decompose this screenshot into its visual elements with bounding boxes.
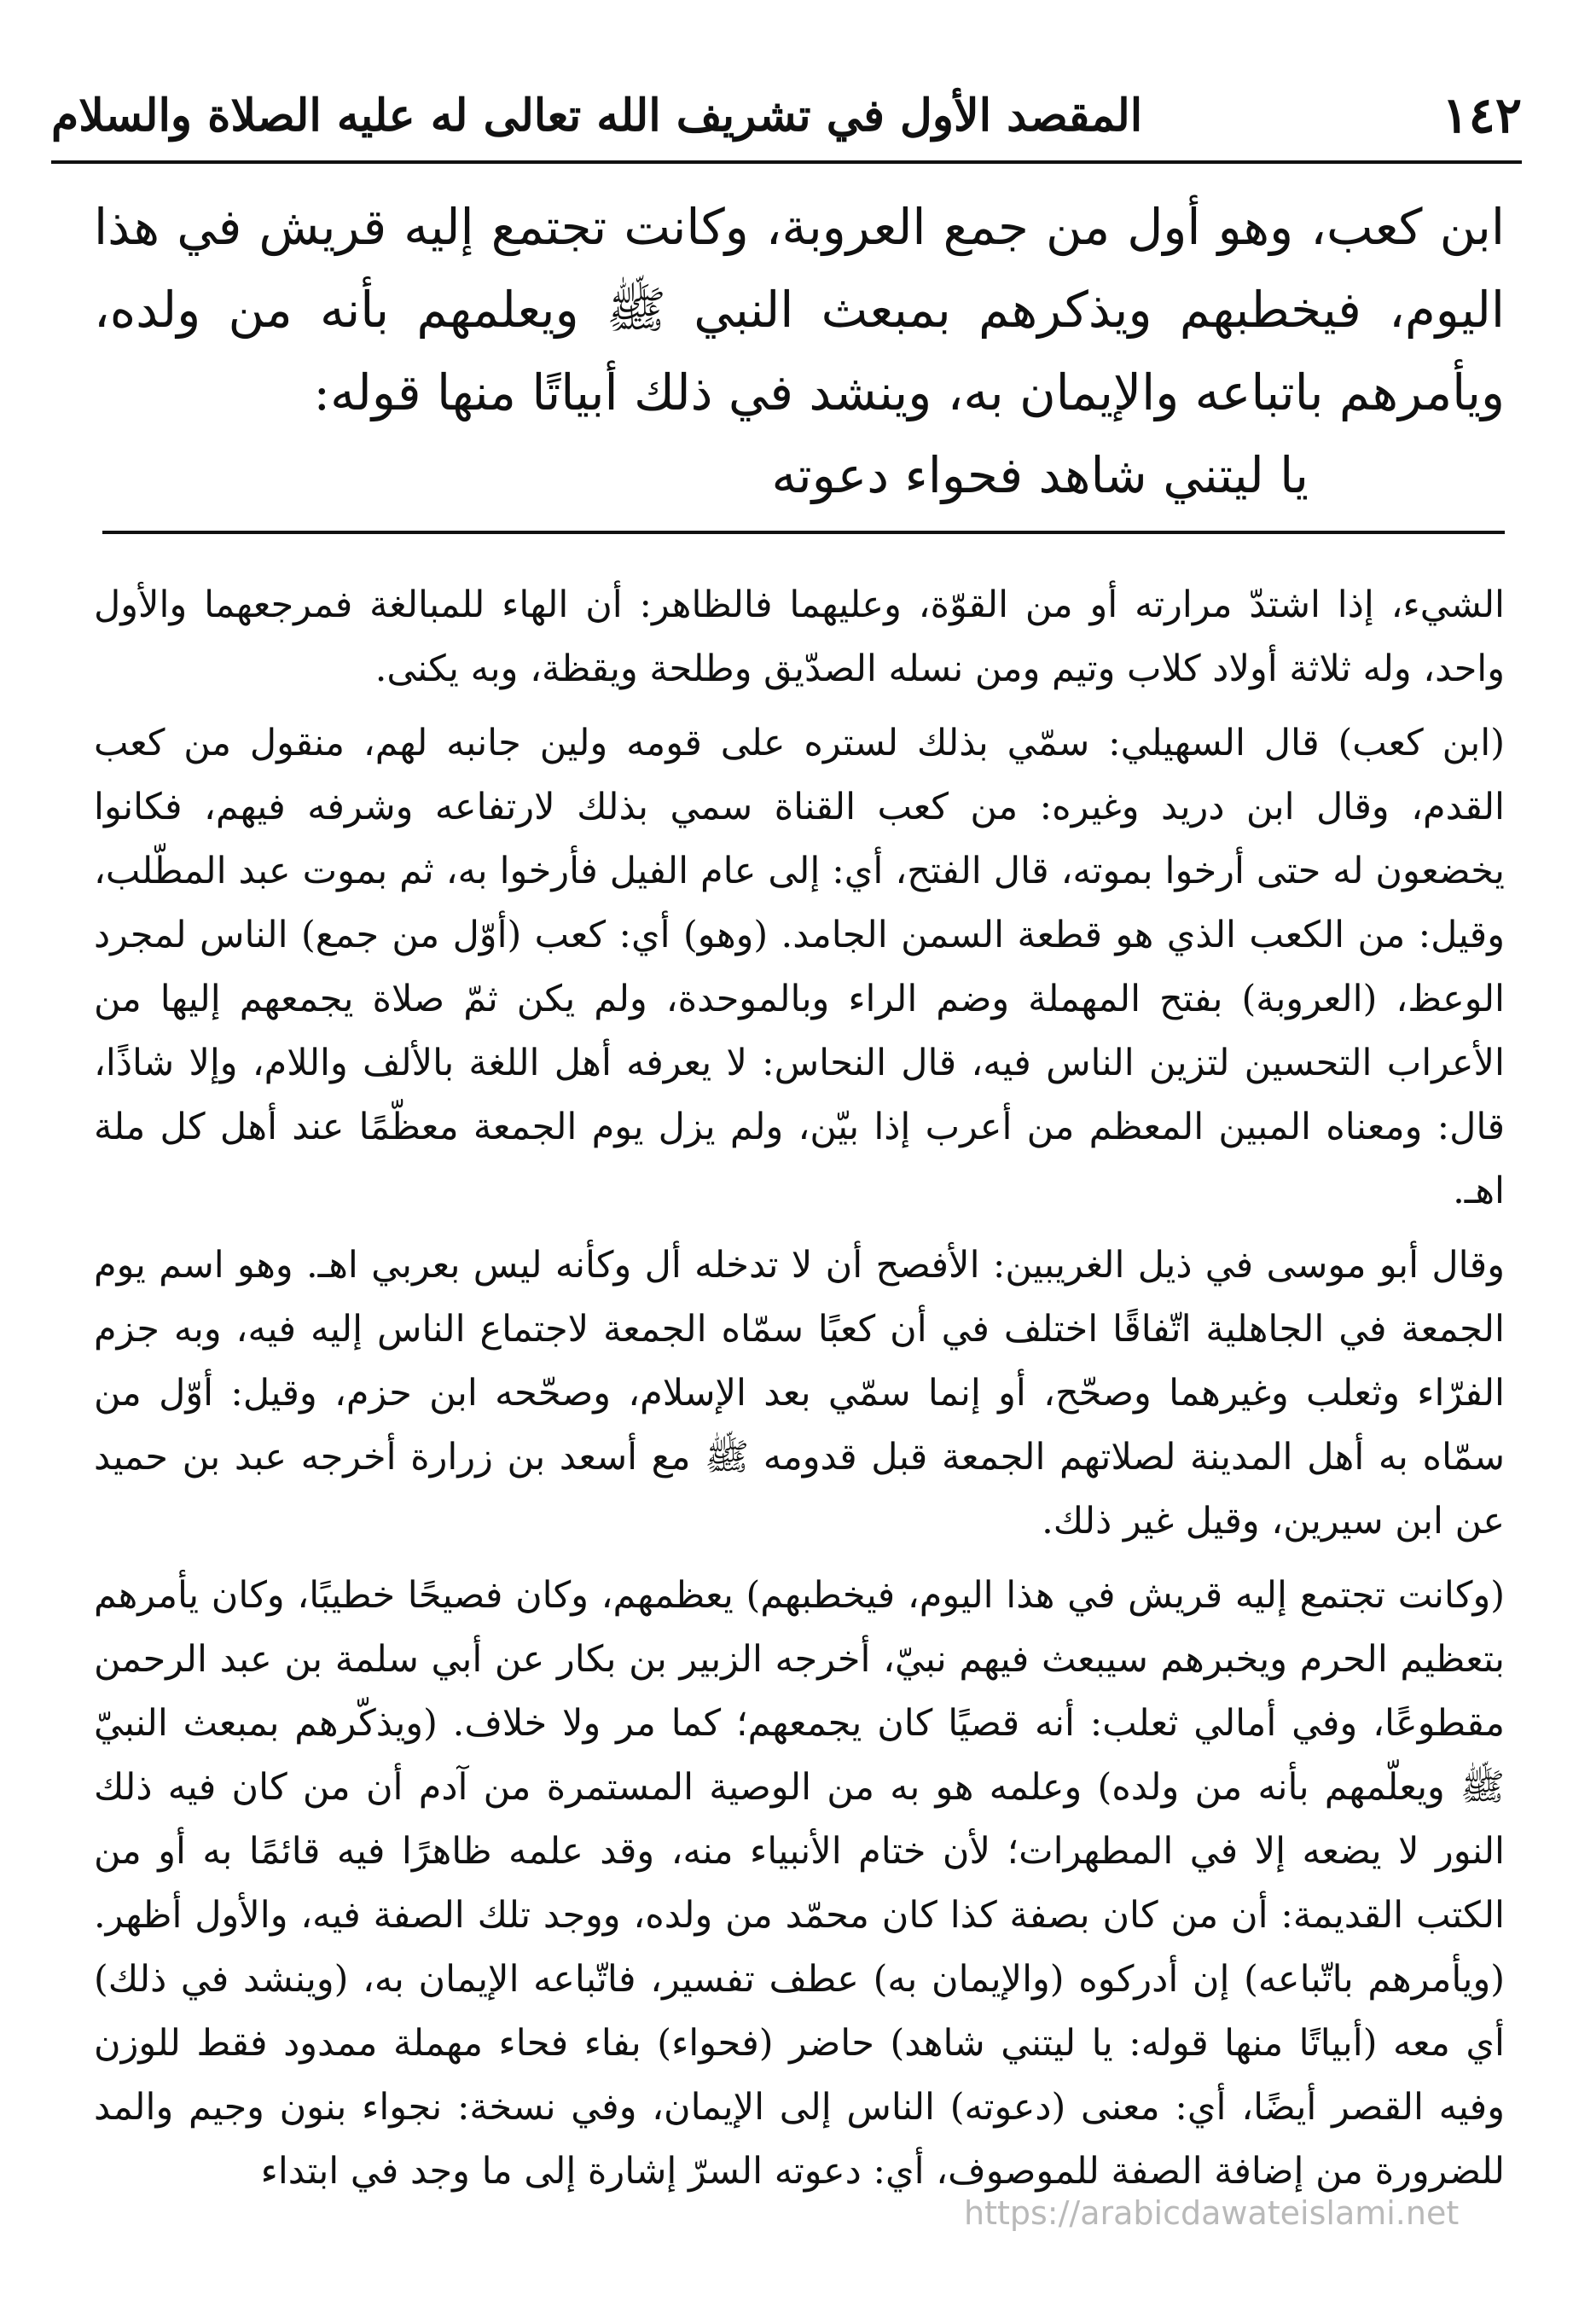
header-divider [51, 160, 1522, 164]
page-header [51, 81, 1522, 149]
section-divider [102, 531, 1505, 534]
page-number: ١٤٢ [1442, 86, 1522, 144]
commentary-paragraph: وقال أبو موسى في ذيل الغريبين: الأفصح أن لا تدخله أل وكأنه ليس بعربي اهـ. وهو اسم يوم الجمعة في الجاهلية اتّفاقًا اختلف في أن كعبًا سمّاه الجمعة لاجتماع الناس إليه فيه، وبه جزم الفرّاء وثعلب وغيرهما وصحّح، أو إنما سمّي بعد الإسلام، وصحّحه ابن حزم، وقيل: أوّل من سمّاه به أهل المدينة لصلاتهم الجمعة قبل قدومه ﷺ مع أسعد بن زرارة أخرجه عبد بن حميد عن ابن سيرين، وقيل غير ذلك. [94, 1244, 1505, 1543]
commentary-paragraph: (ابن كعب) قال السهيلي: سمّي بذلك لستره على قومه ولين جانبه لهم، منقول من كعب القدم، وقال ابن دريد وغيره: من كعب القناة سمي بذلك لارتفاعه وشرفه فيهم، فكانوا يخضعون له حتى أرخوا بموته، قال الفتح، أي: إلى عام الفيل فأرخوا به، ثم بموت عبد المطّلب، وقيل: من الكعب الذي هو قطعة السمن الجامد. (وهو) أي: كعب (أوّل من جمع) الناس لمجرد الوعظ، (العروبة) بفتح المهملة وضم الراء وبالموحدة، ولم يكن ثمّ صلاة يجمعهم إليها من الأعراب التحسين لتزين الناس فيه، قال النحاس: لا يعرفه أهل اللغة بالألف واللام، وإلا شاذًا، قال: ومعناه المبين المعظم من أعرب إذا بيّن، ولم يزل يوم الجمعة معظّمًا عند أهل كل ملة اهـ. [94, 722, 1505, 1212]
verse-line: يا ليتني شاهد فحواء دعوته [771, 446, 1309, 504]
commentary-paragraph: (وكانت تجتمع إليه قريش في هذا اليوم، فيخطبهم) يعظمهم، وكان فصيحًا خطيبًا، وكان يأمرهم بتعظيم الحرم ويخبرهم سيبعث فيهم نبيّ، أخرجه الزبير بن بكار عن أبي سلمة بن عبد الرحمن مقطوعًا، وفي أمالي ثعلب: أنه قصيًا كان يجمعهم؛ كما مر ولا خلاف. (ويذكّرهم بمبعث النبيّ ﷺ ويعلّمهم بأنه من ولده) وعلمه هو به من الوصية المستمرة من آدم أن من كان فيه ذلك النور لا يضعه إلا في المطهرات؛ لأن ختام الأنبياء منه، وقد علمه ظاهرًا فيه قائمًا به أو من الكتب القديمة: أن من كان بصفة كذا كان محمّد من ولده، ووجد تلك الصفة فيه، والأول أظهر. (ويأمرهم باتّباعه) إن أدركوه (والإيمان به) عطف تفسير، فاتّباعه الإيمان به، (وينشد في ذلك) أي معه (أبياتًا منها قوله: يا ليتني شاهد) حاضر (فحواء) بفاء فحاء مهملة ممدود فقط للوزن وفيه القصر أيضًا، أي: معنى (دعوته) الناس إلى الإيمان، وفي نسخة: نجواء بنون وجيم والمد للضرورة من إضافة الصفة للموصوف، أي: دعوته السرّ إشارة إلى ما وجد في ابتداء [94, 1574, 1505, 2193]
commentary [94, 573, 1505, 2204]
watermark-url: https://arabicdawateislami.net [964, 2194, 1460, 2232]
commentary-paragraph: الشيء، إذا اشتدّ مرارته أو من القوّة، وعليهما فالظاهر: أن الهاء للمبالغة فمرجعهما والأول واحد، وله ثلاثة أولاد كلاب وتيم ومن نسله الصدّيق وطلحة ويقظة، وبه يكنى. [94, 584, 1505, 690]
running-title: المقصد الأول في تشريف الله تعالى له عليه الصلاة والسلام [51, 89, 1143, 142]
main-text-paragraph: ابن كعب، وهو أول من جمع العروبة، وكانت تجتمع إليه قريش في هذا اليوم، فيخطبهم ويذكرهم بمبعث النبي ﷺ ويعلمهم بأنه من ولده، ويأمرهم باتباعه والإيمان به، وينشد في ذلك أبياتًا منها قوله: [94, 198, 1505, 421]
main-text [94, 186, 1505, 517]
